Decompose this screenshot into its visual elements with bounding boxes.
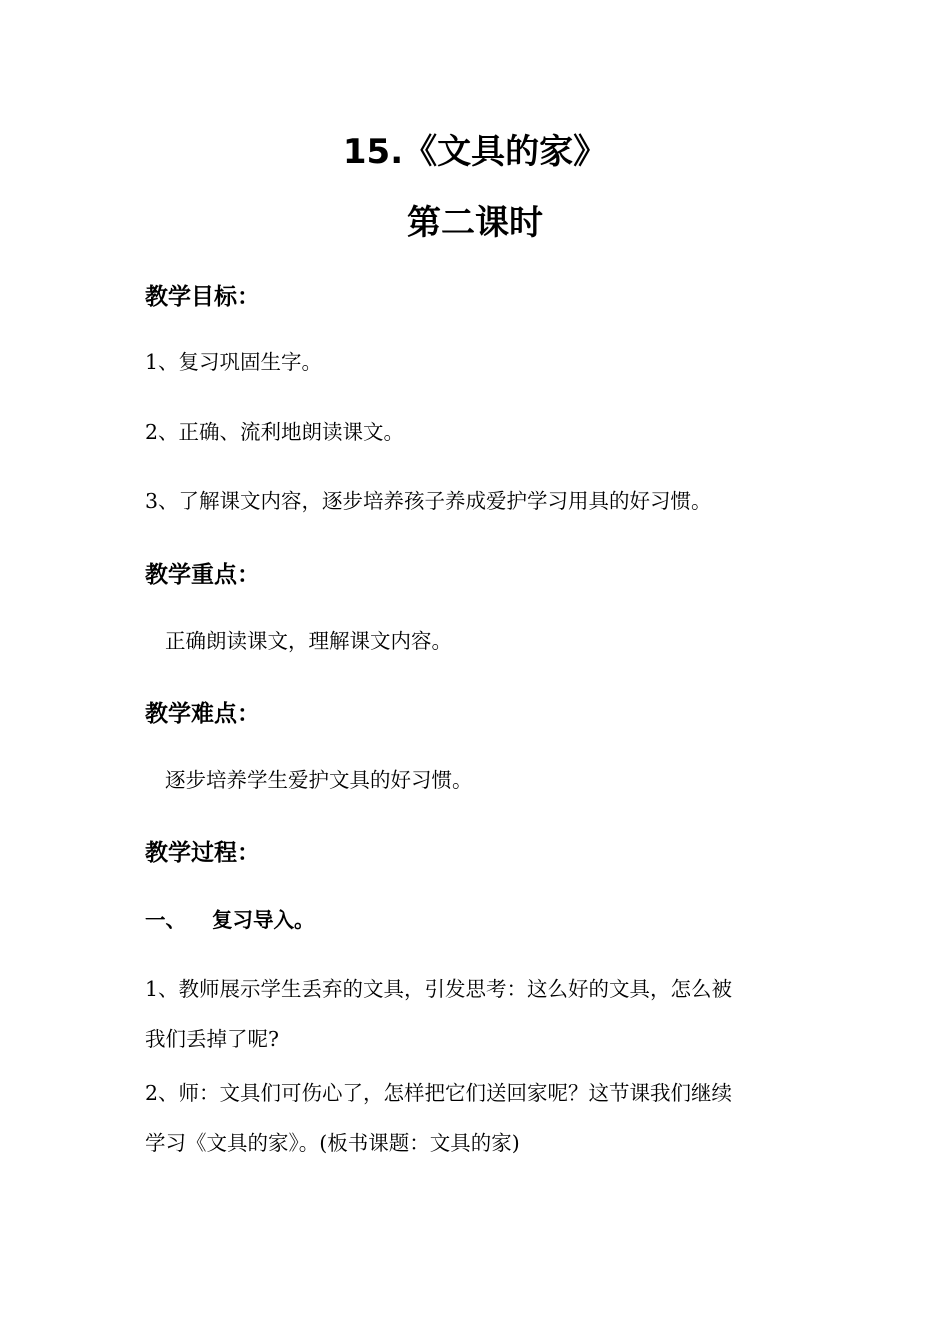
process-line-2: 我们丢掉了呢? [145,1027,279,1051]
difficulty-heading: 教学难点： [145,701,260,727]
document-subtitle: 第二课时 [407,203,543,243]
goal-item-1: 1、复习巩固生字。 [145,350,323,374]
process-heading: 教学过程： [145,840,260,866]
goal-item-3: 3、了解课文内容，逐步培养孩子养成爱护学习用具的好习惯。 [145,489,712,513]
section-1-title: 复习导入。 [212,908,315,932]
section-1-heading [145,905,315,935]
key-point-heading: 教学重点： [145,562,260,588]
difficulty-text: 逐步培养学生爱护文具的好习惯。 [165,768,473,792]
section-1-number: 一、 [145,908,186,932]
key-point-text: 正确朗读课文，理解课文内容。 [165,629,452,653]
process-line-4: 学习《文具的家》。(板书课题：文具的家) [145,1131,520,1155]
process-line-1: 1、教师展示学生丢弃的文具，引发思考：这么好的文具，怎么被 [145,977,733,1001]
goals-heading: 教学目标： [145,284,260,310]
document-title: 15.《文具的家》 [342,132,608,172]
process-line-3: 2、师：文具们可伤心了，怎样把它们送回家呢？这节课我们继续 [145,1081,733,1105]
goal-item-2: 2、正确、流利地朗读课文。 [145,420,405,444]
